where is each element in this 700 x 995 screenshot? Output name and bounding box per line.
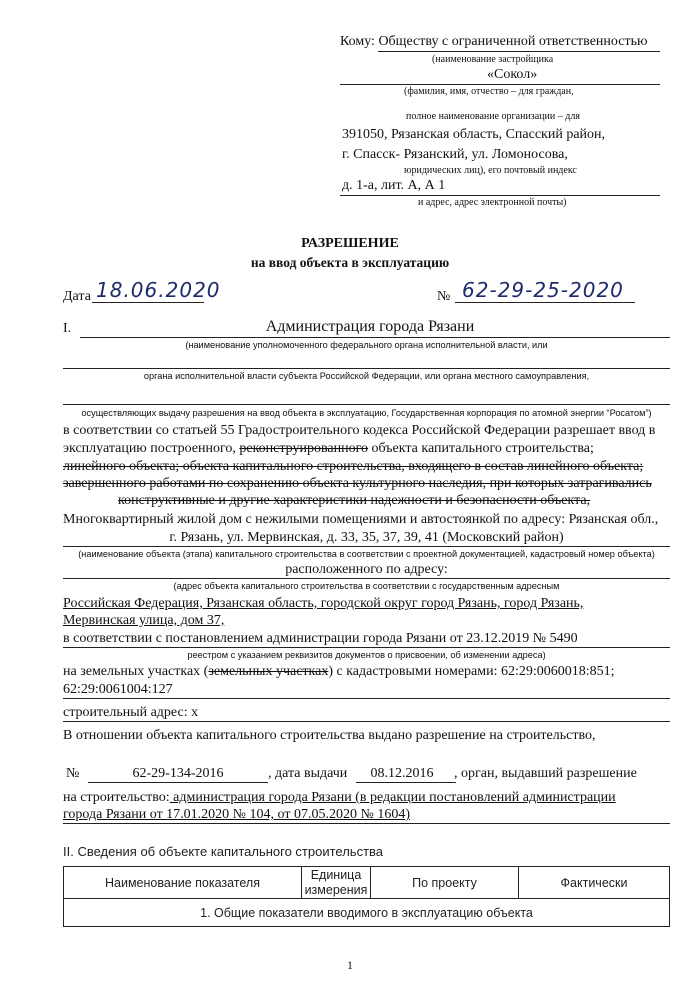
table-header: Наименование показателя	[64, 867, 302, 899]
divider	[63, 823, 670, 824]
divider	[63, 578, 670, 579]
divider	[455, 302, 635, 303]
recipient-to-line: Кому: Обществу с ограниченной ответственностью	[340, 34, 648, 49]
basis-text: эксплуатацию построенного, реконструированного объекта капитального строительства;	[63, 441, 594, 456]
issuer-label: , орган, выдавший разрешение	[454, 766, 637, 781]
recipient-hint: и адрес, адрес электронной почты)	[418, 197, 567, 208]
divider	[63, 546, 670, 547]
page-number: 1	[347, 958, 353, 972]
divider	[63, 404, 670, 405]
table-row	[64, 899, 670, 927]
divider	[63, 647, 670, 648]
located-label: расположенного по адресу:	[285, 562, 448, 577]
recipient-hint: юридических лиц), его почтовый индекс	[404, 165, 577, 176]
struck-text: конструктивные и другие характеристики надежности и безопасности объекта,	[118, 493, 591, 508]
divider	[340, 84, 660, 85]
table-header: По проекту	[371, 867, 519, 899]
number-label: №	[437, 289, 451, 304]
address-hint: (адрес объекта капитального строительства в соответствии с государственным адресным	[173, 581, 560, 591]
table-cell: 1. Общие показатели вводимого в эксплуатацию объекта	[64, 899, 670, 927]
recipient-hint: (наименование застройщика	[432, 54, 554, 65]
divider	[63, 368, 670, 369]
issuer-text: города Рязани от 17.01.2020 № 104, от 07.05.2020 № 1604)	[63, 807, 410, 822]
divider	[92, 302, 204, 303]
recipient-address: г. Спасск- Рязанский, ул. Ломоносова,	[342, 147, 568, 162]
authority-hint: осуществляющих выдачу разрешения на ввод объекта в эксплуатацию, Государственная корпорация по атомной энергии “Росатом”)	[81, 408, 652, 418]
recipient-hint: (фамилия, имя, отчество – для граждан,	[404, 86, 574, 97]
authority-hint: (наименование уполномоченного федерального органа исполнительной власти, или	[185, 340, 548, 350]
table-header: Фактически	[519, 867, 670, 899]
issue-label: , дата выдачи	[268, 766, 348, 781]
recipient-address: 391050, Рязанская область, Спасский район,	[342, 127, 606, 142]
indicators-table	[63, 866, 670, 927]
divider	[340, 195, 660, 196]
number-value: 62-29-25-2020	[462, 278, 624, 302]
date-value: 18.06.2020	[96, 278, 221, 302]
recipient-address: д. 1-а, лит. А, А 1	[342, 178, 446, 193]
permit-text: В отношении объекта капитального строительства выдано разрешение на строительство,	[63, 728, 596, 743]
land-plots: на земельных участках (земельных участках) с кадастровыми номерами: 62:29:0060018:851;	[63, 664, 615, 679]
document-subtitle: на ввод объекта в эксплуатацию	[250, 255, 450, 270]
address-hint: реестром с указанием реквизитов документов о присвоении, об изменении адреса)	[187, 650, 546, 660]
basis-text: в соответствии со статьей 55 Градостроительного кодекса Российской Федерации разрешает ввод в	[63, 423, 656, 438]
table-header-row	[64, 867, 670, 899]
divider	[88, 782, 268, 783]
object-address: Российская Федерация, Рязанская область, городской округ город Рязань, город Рязань,	[63, 596, 584, 611]
divider	[356, 782, 456, 783]
document-title: РАЗРЕШЕНИЕ	[301, 236, 399, 251]
divider	[80, 337, 670, 338]
recipient-hint: полное наименование организации – для	[406, 111, 580, 122]
struck-text: завершенного работами по сохранению объекта культурного наследия, при которых затрагивались	[63, 476, 652, 491]
build-address: строительный адрес: х	[63, 705, 199, 720]
object-address: Мервинская улица, дом 37,	[63, 613, 225, 628]
divider	[378, 51, 660, 52]
object-name: Многоквартирный жилой дом с нежилыми помещениями и автостоянкой по адресу: Рязанская обл.,	[63, 512, 659, 527]
recipient-name: «Сокол»	[487, 67, 538, 82]
table-header: Единица измерения	[302, 867, 371, 899]
date-label: Дата	[63, 289, 91, 304]
address-decree: в соответствии с постановлением администрации города Рязани от 23.12.2019 № 5490	[63, 631, 578, 646]
struck-text: линейного объекта; объекта капитального строительства, входящего в состав линейного объекта;	[63, 459, 644, 474]
object-hint: (наименование объекта (этапа) капитального строительства в соответствии с проектной документацией, кадастровый номер объекта)	[78, 549, 655, 559]
issue-date: 08.12.2016	[370, 766, 434, 781]
object-name: г. Рязань, ул. Мервинская, д. 33, 35, 37, 39, 41 (Московский район)	[169, 530, 564, 545]
authority-name: Администрация города Рязани	[265, 318, 475, 335]
section-numeral: I.	[63, 321, 72, 336]
section2-title: II. Сведения об объекте капитального строительства	[63, 844, 384, 859]
divider	[63, 721, 670, 722]
permit-no-label: №	[66, 766, 80, 781]
divider	[63, 698, 670, 699]
permit-number: 62-29-134-2016	[132, 766, 224, 781]
authority-hint: органа исполнительной власти субъекта Российской Федерации, или органа местного самоуправления,	[143, 371, 590, 381]
land-plots: 62:29:0061004:127	[63, 682, 173, 697]
issuer-text: на строительство: администрация города Рязани (в редакции постановлений администрации	[63, 790, 616, 805]
